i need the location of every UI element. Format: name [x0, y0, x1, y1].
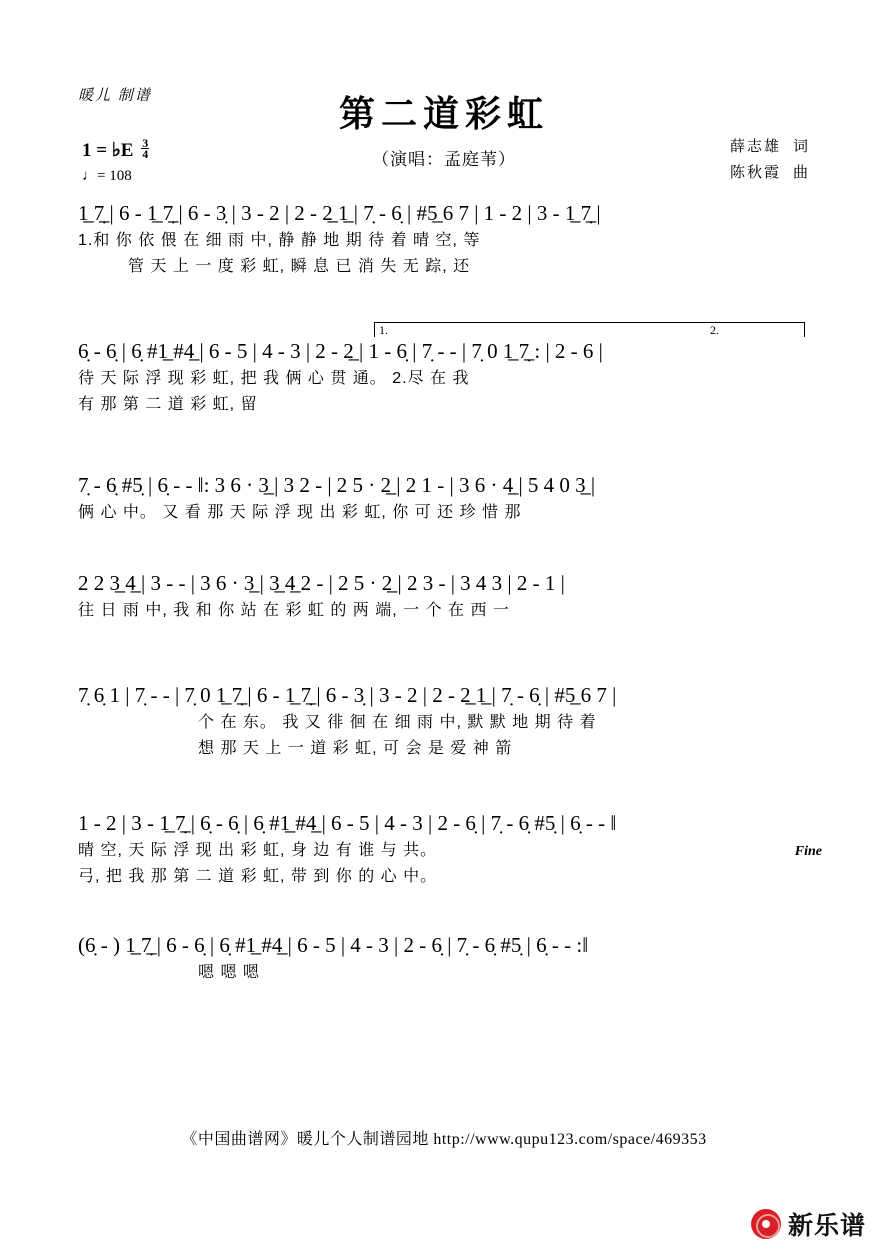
volta-bracket-1	[374, 322, 707, 337]
footer-source-line: 《中国曲谱网》暖儿个人制谱园地 http://www.qupu123.com/space/469353	[181, 1131, 707, 1148]
lyric-line: 想 那 天 上 一 道 彩 虹, 可 会 是 爱 神 箭	[198, 740, 513, 757]
key-signature	[82, 138, 149, 162]
lyric-line: 俩 心 中。 又 看 那 天 际 浮 现 出 彩 虹, 你 可 还 珍 惜 那	[78, 504, 522, 521]
composer-role: 曲	[792, 165, 810, 181]
music-system-7	[78, 930, 810, 986]
watermark-label: 新乐谱	[787, 1212, 866, 1240]
music-system-1	[78, 198, 810, 280]
note-line: 1 - 2 | 3 - 1̲ 7̣̲ | 6̣ - 6̣ | 6̣ #1̲ #4̲ | 6 - 5 | 4 - 3 | 2 - 6̣ | 7̣ - 6̣ #5̣ | 6̣ - - ‖	[78, 811, 617, 835]
volta-number-2: 2.	[710, 323, 719, 337]
note-line: 7̣ 6̣ 1 | 7̣ - - | 7̣ 0 1̲ 7̣̲ | 6 - 1̲ 7̣̲ | 6 - 3̣ | 3 - 2 | 2 - 2̲ 1̲ | 7̣ - 6̣ | #5̲ 6 7 |	[78, 683, 617, 707]
volta-bracket-2	[706, 322, 805, 337]
record-disc-icon	[751, 1209, 781, 1239]
note-line: (6̣ - ) 1̲ 7̣̲ | 6 - 6̣ | 6̣ #1̲ #4̲ | 6 - 5 | 4 - 3 | 2 - 6̣ | 7̣ - 6̣ #5̣ | 6̣ - - :‖	[78, 933, 589, 957]
arranger-credit: 暖儿 制谱	[78, 88, 152, 104]
lyric-line: 个 在 东。 我 又 徘 徊 在 细 雨 中, 默 默 地 期 待 着	[198, 714, 597, 731]
lyric-line: 弓, 把 我 那 第 二 道 彩 虹, 带 到 你 的 心 中。	[78, 868, 438, 885]
lyric-line: 待 天 际 浮 现 彩 虹, 把 我 俩 心 贯 通。 2.尽 在 我	[78, 370, 470, 387]
volta-number-1: 1.	[379, 323, 388, 337]
time-signature	[141, 138, 149, 159]
music-system-4	[78, 568, 810, 624]
lyric-line: 管 天 上 一 度 彩 虹, 瞬 息 已 消 失 无 踪, 还	[128, 258, 471, 275]
site-watermark	[751, 1206, 866, 1242]
authors-block	[730, 134, 810, 186]
lyric-line: 嗯 嗯 嗯	[198, 964, 260, 981]
fine-marking: Fine	[794, 844, 822, 859]
lyricist-role: 词	[792, 139, 810, 155]
lyric-line: 往 日 雨 中, 我 和 你 站 在 彩 虹 的 两 端, 一 个 在 西 一	[78, 602, 510, 619]
page-title: 第二道彩虹	[338, 93, 549, 134]
time-signature-numerator: 3	[142, 136, 149, 150]
tempo-marking: ♩= 108	[82, 168, 132, 184]
music-system-2	[78, 323, 810, 418]
note-line: 6̣ - 6̣ | 6̣ #1̲ #4̲ | 6 - 5 | 4 - 3 | 2 - 2̲ | 1 - 6̣ | 7̣ - - | 7̣ 0 1̲ 7̣̲ : | 2 - 6 |	[78, 339, 603, 363]
lyricist-line	[730, 134, 810, 160]
music-system-6	[78, 808, 822, 890]
performer-subtitle: （演唱：孟庭苇）	[372, 150, 516, 169]
lyric-line: 晴 空, 天 际 浮 现 出 彩 虹, 身 边 有 谁 与 共。	[78, 842, 438, 859]
composer-line	[730, 160, 810, 186]
composer-name: 陈秋霞	[729, 165, 781, 181]
note-line: 1̲ 7̣̲ | 6 - 1̲ 7̣̲ | 6 - 3̣ | 3 - 2 | 2 - 2̲ 1̲ | 7̣ - 6̣ | #5̲ 6 7 | 1 - 2 | 3 - 1̲ 7̣̲ |	[78, 201, 601, 225]
music-system-3	[78, 470, 810, 526]
music-system-5	[78, 680, 810, 762]
lyric-line: 有 那 第 二 道 彩 虹, 留	[78, 396, 258, 413]
note-line: 7̣ - 6̣ #5̣ | 6̣ - - ‖: 3 6 · 3̲ | 3 2 - | 2 5 · 2̲ | 2 1 - | 3 6 · 4̲ | 5 4 0 3̲ |	[78, 473, 596, 497]
lyricist-name: 薛志雄	[729, 139, 781, 155]
lyric-line: 1.和 你 依 偎 在 细 雨 中, 静 静 地 期 待 着 晴 空, 等	[78, 232, 481, 249]
time-signature-denominator: 4	[142, 147, 149, 161]
key-signature-text: 1 = ♭E	[82, 140, 134, 161]
note-line: 2 2 3̲ 4̲ | 3 - - | 3 6 · 3̲ | 3̲ 4̲ 2 - | 2 5 · 2̲ | 2 3 - | 3 4 3 | 2 - 1 |	[78, 571, 565, 595]
